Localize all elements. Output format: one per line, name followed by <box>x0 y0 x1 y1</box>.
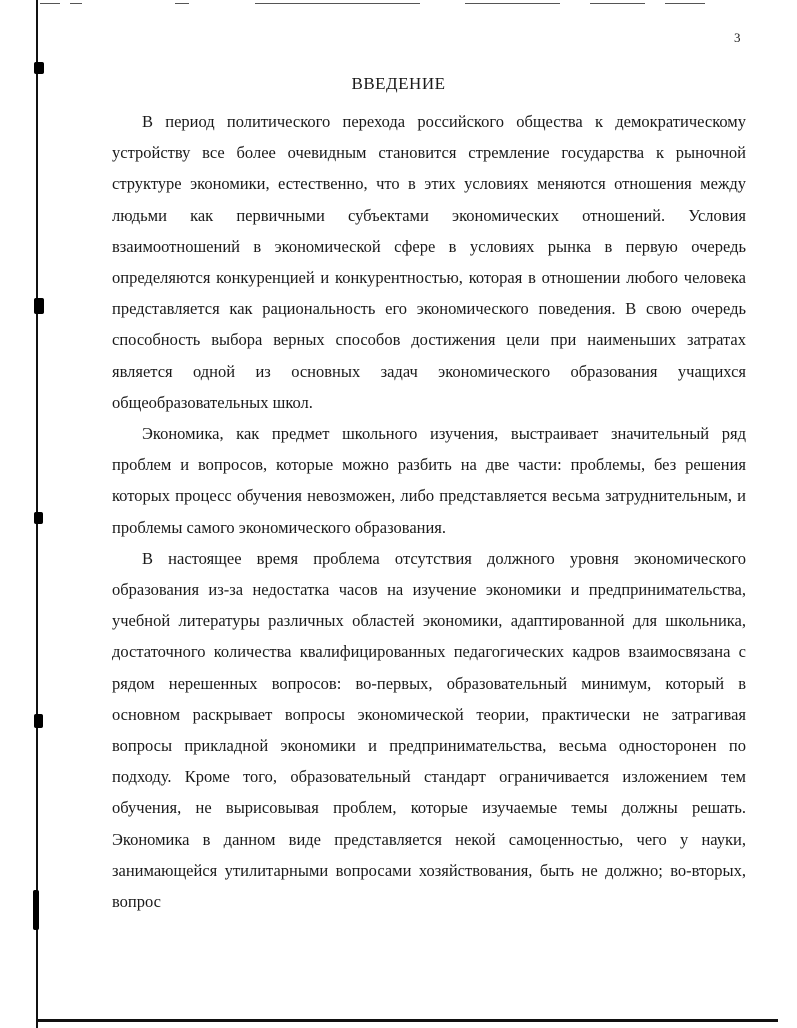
scan-top-artifacts <box>0 0 797 8</box>
paragraph: В период политического перехода российского общества к демократическому устройству все более очевидным становится стремление государства к рыночной структуре экономики, естественно, что в этих условиях меняются отношения между людьми как первичными субъектами экономических отношений. Условия взаимоотношений в экономической сфере в условиях рынка в первую очередь определяются конкуренцией и конкурентностью, которая в отношении любого человека представляется как рациональность его экономического поведения. В свою очередь способность выбора верных способов достижения цели при наименьших затратах является одной из основных задач экономического образования учащихся общеобразовательных школ. <box>112 112 746 412</box>
binding-hole-mark <box>33 890 39 930</box>
binding-hole-mark <box>34 62 44 74</box>
document-body <box>112 106 746 917</box>
binding-hole-mark <box>34 714 43 728</box>
paragraph: Экономика, как предмет школьного изучения, выстраивает значительный ряд проблем и вопросов, которые можно разбить на две части: проблемы, без решения которых процесс обучения невозможен, либо представляется весьма затруднительным, и проблемы самого экономического образования. <box>112 424 746 537</box>
binding-hole-mark <box>34 512 43 524</box>
binding-hole-mark <box>34 298 44 314</box>
paragraph: В настоящее время проблема отсутствия должного уровня экономического образования из-за недостатка часов на изучение экономики и предпринимательства, учебной литературы различных областей экономики, адаптированной для школьника, достаточного количества квалифицированных педагогических кадров взаимосвязана с рядом нерешенных вопросов: во-первых, образовательный минимум, который в основном раскрывает вопросы экономической теории, практически не затрагивая вопросы прикладной экономики и предпринимательства, весьма односторонен по подходу. Кроме того, образовательный стандарт ограничивается изложением тем обучения, не вырисовывая проблем, которые изучаемые темы должны решать. Экономика в данном виде представляется некой самоценностью, чего у науки, занимающейся утилитарными вопросами хозяйствования, быть не должно; во-вторых, вопрос <box>112 548 746 912</box>
page-title: ВВЕДЕНИЕ <box>351 74 446 93</box>
scan-bottom-edge <box>38 1019 778 1022</box>
page-number: 3 <box>734 30 741 45</box>
